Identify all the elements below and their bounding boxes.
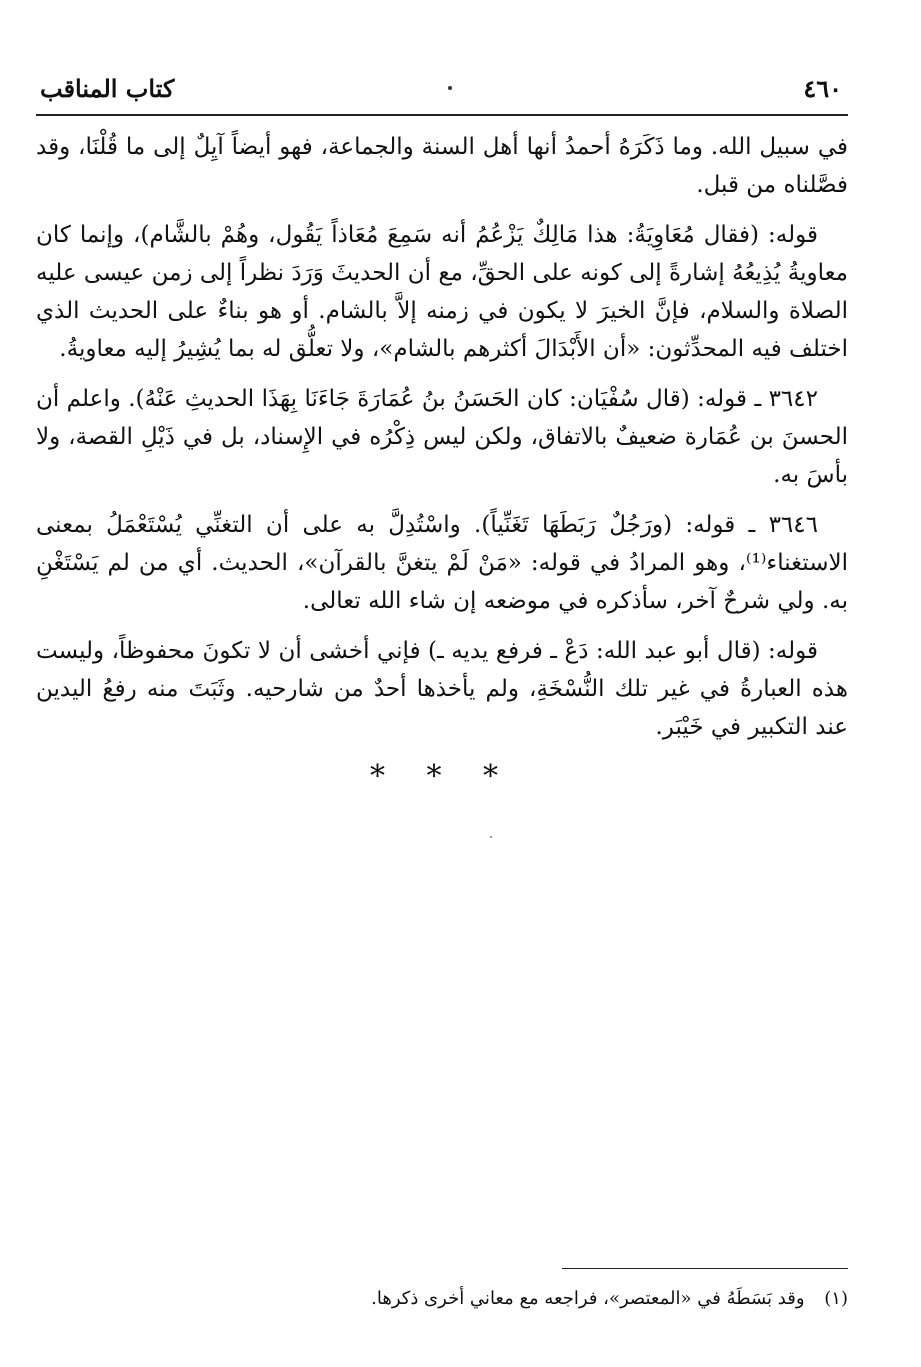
main-text (36, 128, 848, 796)
paragraph-3642: ٣٦٤٢ ـ قوله: (قال سُفْيَان: كان الحَسَنُ بنُ عُمَارَةَ جَاءَنَا بِهَذَا الحديثِ عَنْهُ). واعلم أن الحسنَ بن عُمَارة ضعيفٌ بالاتفاق، ولكن ليس ذِكْرُه في الإِسناد، بل في ذَيْلِ القصة، ولا بأسَ به. (36, 386, 848, 488)
paragraph-5: قوله: (قال أبو عبد الله: دَعْ ـ فرفع يديه ـ) فإني أخشى أن لا تكونَ محفوظاً، وليست هذه العبارةُ في غير تلك النُّسْخَةِ، ولم يأخذها أحدٌ من شارحيه. وثَبَتَ منه رفعُ اليدين عند التكبير في خَيْبَر. (36, 638, 848, 740)
footnote-rule (562, 1268, 848, 1269)
speck (490, 836, 492, 838)
footnote (36, 1286, 848, 1312)
page-number: ٤٦٠ (803, 74, 842, 103)
header-dot (448, 86, 452, 90)
header-rule (36, 114, 848, 116)
paragraph-2: قوله: (فقال مُعَاوِيَةُ: هذا مَالِكٌ يَزْعُمُ أنه سَمِعَ مُعَاذاً يَقُول، وهُمْ بالشَّام)، وإنما كان معاويةُ يُذِيعُهُ إشارةً إلى كونه على الحقِّ، مع أن الحديثَ وَرَدَ نظراً إلى زمن عيسى عليه الصلاة والسلام، فإنَّ الخيرَ لا يكون في زمنه إلاَّ بالشام. أو هو بناءٌ على الحديث الذي اختلف فيه المحدِّثون: «أن الأَبْدَالَ أكثرهم بالشام»، ولا تعلُّق له بما يُشِيرُ إليه معاويةُ. (36, 222, 848, 362)
paragraph-3646: ٣٦٤٦ ـ قوله: (ورَجُلٌ رَبَطَهَا تَغَنِّياً). واسْتُدِلَّ به على أن التغنِّي يُسْتَعْمَلُ بمعنى الاستغناء⁽¹⁾، وهو المرادُ في قوله: «مَنْ لَمْ يتغنَّ بالقرآن»، الحديث. أي من لم يَسْتَغْنِ به. ولي شرحٌ آخر، سأذكره في موضعه إن شاء الله تعالى. (36, 512, 848, 614)
paragraph-1: في سبيل الله. وما ذَكَرَهُ أحمدُ أنها أهل السنة والجماعة، فهو أيضاً آيِلٌ إلى ما قُلْنَا، وقد فصَّلناه من قبل. (36, 134, 848, 198)
footnote-marker: (١) (824, 1288, 848, 1309)
book-title: كتاب المناقب (40, 74, 175, 103)
footnote-text: وقد بَسَطَهُ في «المعتصر»، فراجعه مع معاني أخرى ذكرها. (371, 1288, 805, 1309)
running-head (36, 74, 848, 110)
section-separator: * * * (369, 759, 515, 794)
